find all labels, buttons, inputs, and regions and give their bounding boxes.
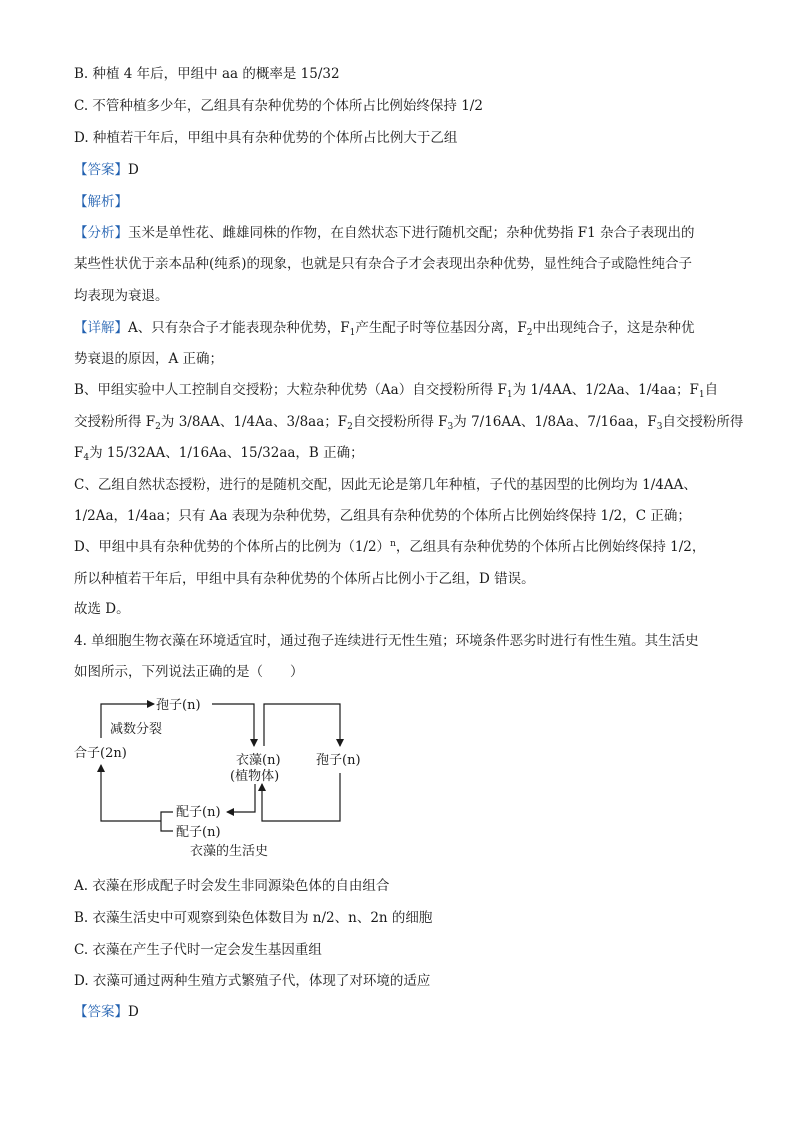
text-segment: 为 1/4AA、1/2Aa、1/4aa；F [512, 382, 699, 398]
label-zygote: 合子(2n) [74, 746, 127, 761]
subscript: 4 [83, 453, 90, 463]
text-segment: D、甲组中具有杂种优势的个体所占的比例为（1/2） [74, 539, 391, 555]
option-d: D. 种植若干年后，甲组中具有杂种优势的个体所占比例大于乙组 [74, 130, 458, 146]
option-b: B. 种植 4 年后，甲组中 aa 的概率是 15/32 [74, 66, 340, 82]
xiangjie-line-c2: 1/2Aa，1/4aa；只有 Aa 表现为杂种优势，乙组具有杂种优势的个体所占比例始终保持 1/2，C 正确； [74, 508, 691, 524]
arrow-gamete-to-zygote [101, 765, 161, 821]
q4-stem-2: 如图所示，下列说法正确的是（ ） [74, 664, 304, 680]
text-segment: 为 3/8AA、1/4Aa、3/8aa；F [160, 414, 348, 430]
q4-answer-line [74, 1002, 139, 1022]
fenxi-line-1 [74, 223, 695, 243]
subscript: 2 [347, 422, 353, 432]
text-segment: F [74, 445, 84, 461]
text-segment: 交授粉所得 F [74, 414, 156, 430]
fenxi-line-2: 某些性状优于亲本品种(纯系)的现象，也就是只有杂合子才会表现出杂种优势，显性纯合子或隐性纯合子 [74, 256, 693, 272]
xiangjie-line-b1 [74, 380, 718, 400]
answer-label: 【答案】 [74, 1004, 128, 1020]
diagram-caption: 衣藻的生活史 [190, 844, 269, 859]
option-c: C. 不管种植多少年，乙组具有杂种优势的个体所占比例始终保持 1/2 [74, 98, 483, 114]
subscript: 1 [349, 328, 356, 338]
conclusion: 故选 D。 [74, 601, 130, 617]
answer-label: 【答案】 [74, 162, 128, 178]
arrow-chlamy-to-gamete [227, 784, 255, 812]
q4-stem-1: 4. 单细胞生物衣藻在环境适宜时，通过孢子连续进行无性生殖；环境条件恶劣时进行有性生殖。其生活史 [74, 633, 699, 649]
q4-option-c: C. 衣藻在产生子代时一定会发生基因重组 [74, 942, 322, 958]
text-segment: A、只有杂合子才能表现杂种优势，F [128, 320, 350, 336]
text-segment: 自 [704, 382, 719, 398]
label-spore-top: 孢子(n) [156, 698, 201, 713]
xiangjie-line-a2: 势衰退的原因，A 正确； [74, 351, 224, 367]
label-gamete-2: 配子(n) [176, 825, 221, 840]
subscript: 3 [447, 422, 454, 432]
fenxi-text: 玉米是单性花、雌雄同株的作物，在自然状态下进行随机交配；杂种优势指 F1 杂合子表现出的 [128, 225, 695, 241]
q4-option-d: D. 衣藻可通过两种生殖方式繁殖子代，体现了对环境的适应 [74, 973, 431, 989]
superscript: n [390, 539, 396, 549]
text-segment: 为 15/32AA、1/16Aa、15/32aa，B 正确； [89, 445, 364, 461]
label-chlamy: 衣藻(n) [236, 753, 281, 768]
answer-value: D [128, 162, 139, 178]
analysis-heading: 【解析】 [74, 194, 128, 210]
label-meiosis: 减数分裂 [110, 722, 163, 737]
arrow-spore-to-chlamy [212, 704, 254, 746]
fenxi-line-3: 均表现为衰退。 [74, 288, 169, 304]
xiangjie-line-d1 [74, 537, 705, 557]
answer-line [74, 160, 139, 180]
xiangjie-line-a [74, 318, 694, 338]
subscript: 3 [656, 422, 663, 432]
xiangjie-line-d2: 所以种植若干年后，甲组中具有杂种优势的个体所占比例小于乙组，D 错误。 [74, 571, 535, 587]
gamete-bracket [161, 812, 173, 831]
xiangjie-label: 【详解】 [74, 320, 128, 336]
subscript: 2 [155, 422, 161, 432]
text-segment: 中出现纯合子，这是杂种优 [532, 320, 695, 336]
fenxi-label: 【分析】 [74, 225, 128, 241]
q4-option-b: B. 衣藻生活史中可观察到染色体数目为 n/2、n、2n 的细胞 [74, 910, 433, 926]
life-cycle-diagram [70, 688, 370, 860]
xiangjie-line-b2 [74, 412, 743, 432]
text-segment: 为 7/16AA、1/8Aa、7/16aa，F [453, 414, 657, 430]
label-chlamy-sub: (植物体) [230, 769, 280, 784]
subscript: 2 [526, 328, 533, 338]
label-gamete-1: 配子(n) [176, 805, 221, 820]
answer-value: D [128, 1004, 139, 1020]
subscript: 1 [698, 390, 705, 400]
text-segment: 自交授粉所得 F [352, 414, 448, 430]
xiangjie-line-c1: C、乙组自然状态授粉，进行的是随机交配，因此无论是第几年种植，子代的基因型的比例均为 1/4AA、 [74, 477, 697, 493]
text-segment: ，乙组具有杂种优势的个体所占比例始终保持 1/2， [395, 539, 706, 555]
text-segment: 产生配子时等位基因分离，F [355, 320, 527, 336]
label-spore-right: 孢子(n) [316, 753, 361, 768]
arrow-chlamy-to-right-spore [264, 704, 340, 746]
text-segment: 自交授粉所得 [662, 414, 744, 430]
xiangjie-line-b3 [74, 443, 364, 463]
q4-option-a: A. 衣藻在形成配子时会发生非同源染色体的自由组合 [74, 878, 390, 894]
subscript: 1 [506, 390, 513, 400]
text-segment: B、甲组实验中人工控制自交授粉；大粒杂种优势（Aa）自交授粉所得 F [74, 382, 507, 398]
